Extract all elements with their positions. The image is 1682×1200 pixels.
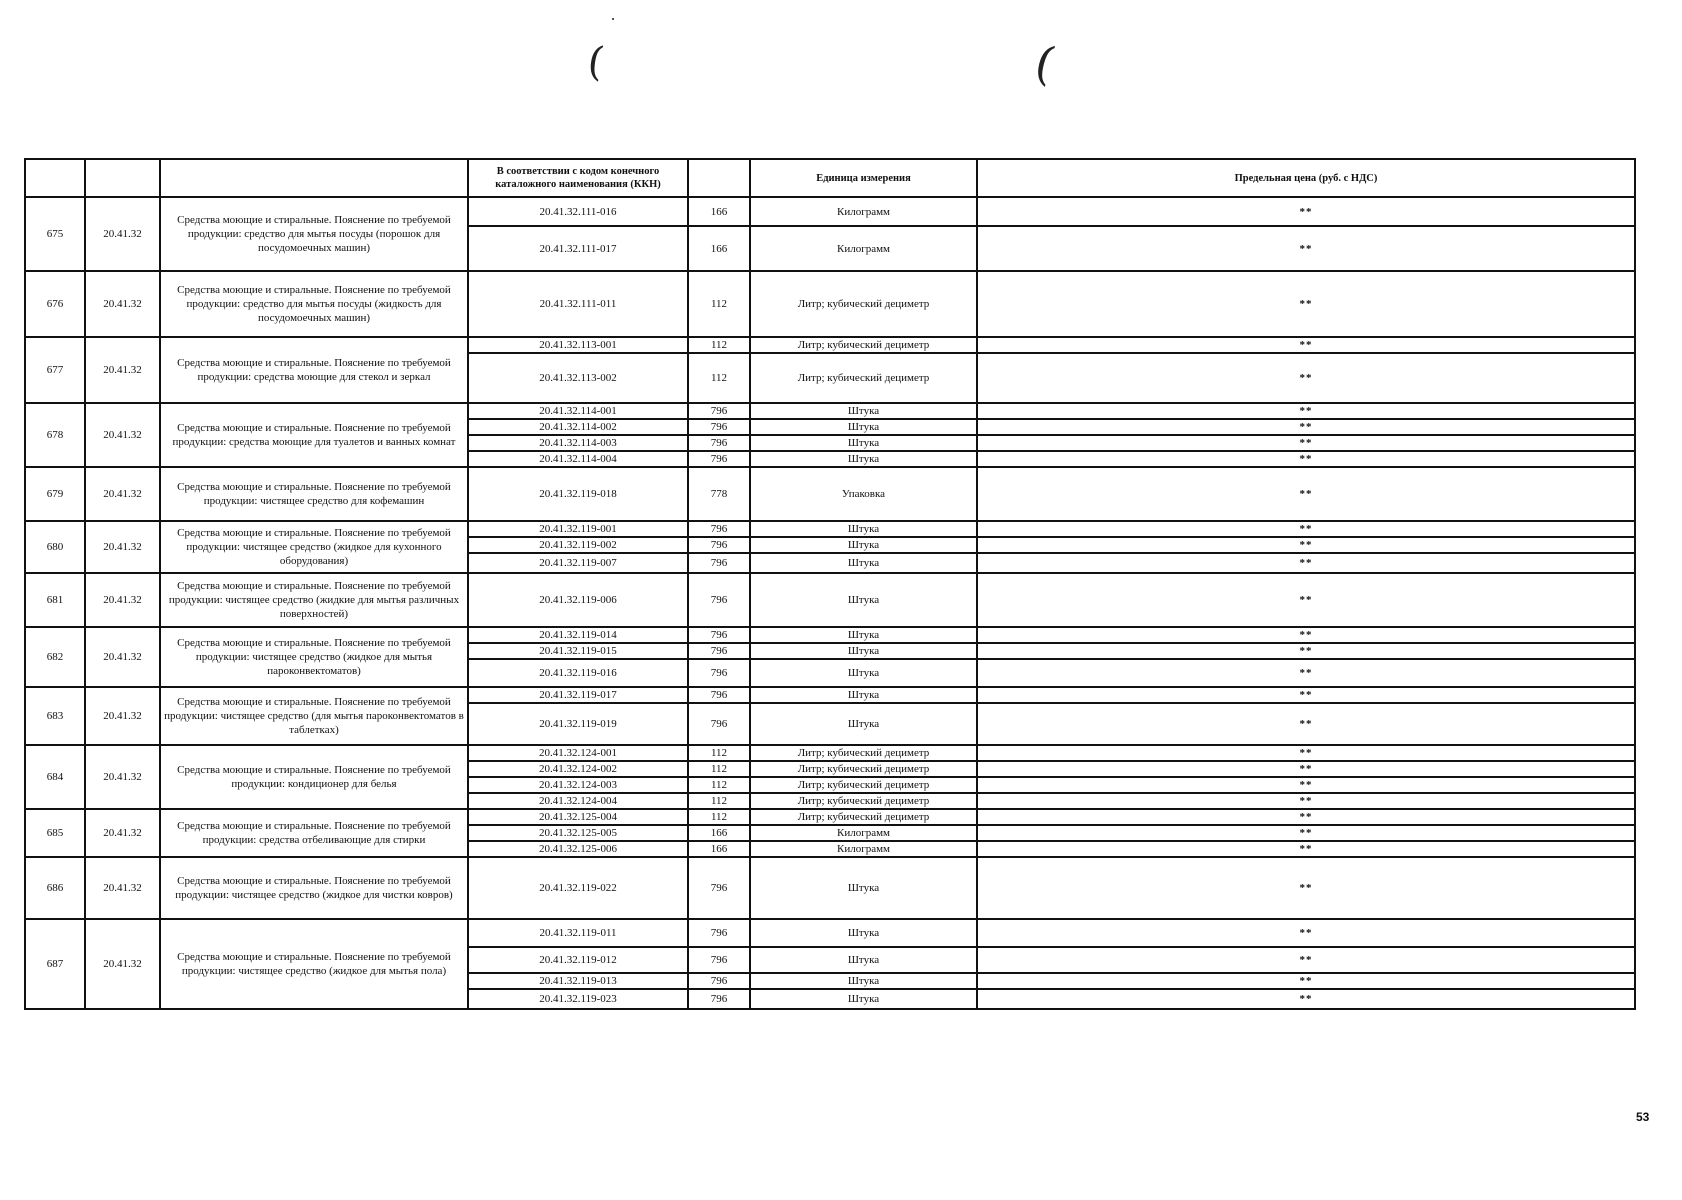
kkn-code: 20.41.32.114-004 <box>468 451 688 467</box>
max-price: ** <box>977 745 1635 761</box>
unit-name: Штука <box>750 687 977 703</box>
okpd-code: 20.41.32 <box>85 919 160 1009</box>
kkn-code: 20.41.32.125-005 <box>468 825 688 841</box>
okpd-code: 20.41.32 <box>85 627 160 687</box>
unit-name: Штука <box>750 659 977 687</box>
max-price: ** <box>977 841 1635 857</box>
product-description: Средства моющие и стиральные. Пояснение по требуемой продукции: чистящее средство (жидкие для мытья различных поверхностей) <box>160 573 468 627</box>
unit-name: Штука <box>750 435 977 451</box>
okei-code: 112 <box>688 271 750 337</box>
row-number: 676 <box>25 271 85 337</box>
row-number: 687 <box>25 919 85 1009</box>
header-okei <box>688 159 750 197</box>
header-kkn: В соответствии с кодом конечного каталожного наименования (ККН) <box>468 159 688 197</box>
okpd-code: 20.41.32 <box>85 573 160 627</box>
okei-code: 112 <box>688 745 750 761</box>
okei-code: 796 <box>688 553 750 573</box>
okei-code: 112 <box>688 353 750 403</box>
kkn-code: 20.41.32.124-004 <box>468 793 688 809</box>
max-price: ** <box>977 435 1635 451</box>
max-price: ** <box>977 226 1635 271</box>
row-number: 681 <box>25 573 85 627</box>
row-number: 679 <box>25 467 85 521</box>
page-number: 53 <box>1636 1110 1650 1124</box>
handwritten-mark-left: ( <box>584 38 607 86</box>
table-row <box>25 919 1635 947</box>
kkn-code: 20.41.32.114-002 <box>468 419 688 435</box>
okpd-code: 20.41.32 <box>85 809 160 857</box>
unit-name: Штука <box>750 419 977 435</box>
okpd-code: 20.41.32 <box>85 745 160 809</box>
unit-name: Литр; кубический дециметр <box>750 745 977 761</box>
max-price: ** <box>977 825 1635 841</box>
max-price: ** <box>977 451 1635 467</box>
row-number: 683 <box>25 687 85 745</box>
unit-name: Килограмм <box>750 197 977 226</box>
row-number: 680 <box>25 521 85 573</box>
kkn-code: 20.41.32.119-006 <box>468 573 688 627</box>
handwritten-mark-right: ( <box>1029 34 1061 92</box>
okei-code: 112 <box>688 777 750 793</box>
max-price: ** <box>977 419 1635 435</box>
unit-name: Штука <box>750 947 977 973</box>
kkn-code: 20.41.32.113-002 <box>468 353 688 403</box>
unit-name: Штука <box>750 521 977 537</box>
unit-name: Упаковка <box>750 467 977 521</box>
okpd-code: 20.41.32 <box>85 271 160 337</box>
okei-code: 796 <box>688 435 750 451</box>
kkn-code: 20.41.32.114-001 <box>468 403 688 419</box>
unit-name: Литр; кубический дециметр <box>750 809 977 825</box>
row-number: 675 <box>25 197 85 271</box>
okei-code: 778 <box>688 467 750 521</box>
max-price: ** <box>977 989 1635 1009</box>
product-description: Средства моющие и стиральные. Пояснение по требуемой продукции: средство для мытья посуды (порошок для посудомоечных машин) <box>160 197 468 271</box>
unit-name: Штука <box>750 973 977 989</box>
max-price: ** <box>977 197 1635 226</box>
okei-code: 796 <box>688 919 750 947</box>
max-price: ** <box>977 973 1635 989</box>
kkn-code: 20.41.32.124-003 <box>468 777 688 793</box>
table-row <box>25 467 1635 521</box>
product-description: Средства моющие и стиральные. Пояснение по требуемой продукции: чистящее средство (для мытья пароконвектоматов в таблетках) <box>160 687 468 745</box>
kkn-code: 20.41.32.119-016 <box>468 659 688 687</box>
max-price: ** <box>977 353 1635 403</box>
okei-code: 796 <box>688 451 750 467</box>
table-row <box>25 745 1635 761</box>
max-price: ** <box>977 521 1635 537</box>
unit-name: Штука <box>750 573 977 627</box>
max-price: ** <box>977 403 1635 419</box>
unit-name: Литр; кубический дециметр <box>750 761 977 777</box>
kkn-code: 20.41.32.111-016 <box>468 197 688 226</box>
unit-name: Штука <box>750 857 977 919</box>
kkn-code: 20.41.32.119-002 <box>468 537 688 553</box>
product-description: Средства моющие и стиральные. Пояснение по требуемой продукции: средства моющие для туалетов и ванных комнат <box>160 403 468 467</box>
price-table <box>24 158 1636 1010</box>
max-price: ** <box>977 809 1635 825</box>
kkn-code: 20.41.32.119-012 <box>468 947 688 973</box>
product-description: Средства моющие и стиральные. Пояснение по требуемой продукции: чистящее средство (жидкое для чистки ковров) <box>160 857 468 919</box>
unit-name: Литр; кубический дециметр <box>750 271 977 337</box>
max-price: ** <box>977 761 1635 777</box>
okpd-code: 20.41.32 <box>85 337 160 403</box>
unit-name: Литр; кубический дециметр <box>750 337 977 353</box>
unit-name: Штука <box>750 537 977 553</box>
max-price: ** <box>977 537 1635 553</box>
unit-name: Штука <box>750 643 977 659</box>
max-price: ** <box>977 857 1635 919</box>
kkn-code: 20.41.32.119-023 <box>468 989 688 1009</box>
okei-code: 112 <box>688 809 750 825</box>
okei-code: 166 <box>688 825 750 841</box>
max-price: ** <box>977 643 1635 659</box>
kkn-code: 20.41.32.125-006 <box>468 841 688 857</box>
header-number <box>25 159 85 197</box>
okei-code: 796 <box>688 703 750 745</box>
table-row <box>25 687 1635 703</box>
kkn-code: 20.41.32.119-022 <box>468 857 688 919</box>
max-price: ** <box>977 919 1635 947</box>
okei-code: 796 <box>688 419 750 435</box>
unit-name: Килограмм <box>750 841 977 857</box>
product-description: Средства моющие и стиральные. Пояснение по требуемой продукции: чистящее средство (жидкое для мытья пола) <box>160 919 468 1009</box>
okei-code: 796 <box>688 627 750 643</box>
header-description <box>160 159 468 197</box>
row-number: 684 <box>25 745 85 809</box>
okpd-code: 20.41.32 <box>85 857 160 919</box>
unit-name: Штука <box>750 627 977 643</box>
okei-code: 796 <box>688 403 750 419</box>
table-body <box>25 197 1635 1009</box>
product-description: Средства моющие и стиральные. Пояснение по требуемой продукции: кондиционер для белья <box>160 745 468 809</box>
okei-code: 166 <box>688 226 750 271</box>
okei-code: 796 <box>688 687 750 703</box>
kkn-code: 20.41.32.119-019 <box>468 703 688 745</box>
max-price: ** <box>977 659 1635 687</box>
unit-name: Штука <box>750 989 977 1009</box>
okei-code: 796 <box>688 537 750 553</box>
header-price: Предельная цена (руб. с НДС) <box>977 159 1635 197</box>
okei-code: 796 <box>688 521 750 537</box>
table-row <box>25 809 1635 825</box>
product-description: Средства моющие и стиральные. Пояснение по требуемой продукции: средства моющие для стекол и зеркал <box>160 337 468 403</box>
okei-code: 796 <box>688 973 750 989</box>
kkn-code: 20.41.32.111-011 <box>468 271 688 337</box>
max-price: ** <box>977 703 1635 745</box>
product-description: Средства моющие и стиральные. Пояснение по требуемой продукции: средство для мытья посуды (жидкость для посудомоечных машин) <box>160 271 468 337</box>
max-price: ** <box>977 337 1635 353</box>
kkn-code: 20.41.32.113-001 <box>468 337 688 353</box>
kkn-code: 20.41.32.119-014 <box>468 627 688 643</box>
okei-code: 796 <box>688 659 750 687</box>
max-price: ** <box>977 271 1635 337</box>
row-number: 686 <box>25 857 85 919</box>
unit-name: Литр; кубический дециметр <box>750 777 977 793</box>
kkn-code: 20.41.32.114-003 <box>468 435 688 451</box>
unit-name: Штука <box>750 553 977 573</box>
scan-speck <box>612 18 614 20</box>
table-row <box>25 573 1635 627</box>
kkn-code: 20.41.32.119-011 <box>468 919 688 947</box>
okpd-code: 20.41.32 <box>85 467 160 521</box>
product-description: Средства моющие и стиральные. Пояснение по требуемой продукции: средства отбеливающие для стирки <box>160 809 468 857</box>
row-number: 682 <box>25 627 85 687</box>
kkn-code: 20.41.32.124-001 <box>468 745 688 761</box>
table-header <box>25 159 1635 197</box>
unit-name: Килограмм <box>750 825 977 841</box>
okei-code: 796 <box>688 989 750 1009</box>
unit-name: Килограмм <box>750 226 977 271</box>
table-row <box>25 197 1635 226</box>
max-price: ** <box>977 573 1635 627</box>
unit-name: Штука <box>750 703 977 745</box>
max-price: ** <box>977 777 1635 793</box>
okpd-code: 20.41.32 <box>85 521 160 573</box>
table-row <box>25 271 1635 337</box>
product-description: Средства моющие и стиральные. Пояснение по требуемой продукции: чистящее средство (жидкое для мытья пароконвектоматов) <box>160 627 468 687</box>
row-number: 685 <box>25 809 85 857</box>
max-price: ** <box>977 553 1635 573</box>
table-row <box>25 403 1635 419</box>
okei-code: 166 <box>688 197 750 226</box>
okei-code: 112 <box>688 337 750 353</box>
okei-code: 796 <box>688 857 750 919</box>
okei-code: 796 <box>688 947 750 973</box>
table-row <box>25 627 1635 643</box>
okpd-code: 20.41.32 <box>85 197 160 271</box>
max-price: ** <box>977 793 1635 809</box>
max-price: ** <box>977 687 1635 703</box>
table-row <box>25 521 1635 537</box>
okpd-code: 20.41.32 <box>85 403 160 467</box>
kkn-code: 20.41.32.119-018 <box>468 467 688 521</box>
okei-code: 796 <box>688 643 750 659</box>
table-row <box>25 337 1635 353</box>
kkn-code: 20.41.32.119-007 <box>468 553 688 573</box>
kkn-code: 20.41.32.111-017 <box>468 226 688 271</box>
max-price: ** <box>977 947 1635 973</box>
max-price: ** <box>977 467 1635 521</box>
row-number: 678 <box>25 403 85 467</box>
header-unit: Единица измерения <box>750 159 977 197</box>
header-okpd-code <box>85 159 160 197</box>
okei-code: 796 <box>688 573 750 627</box>
unit-name: Литр; кубический дециметр <box>750 793 977 809</box>
table-row <box>25 857 1635 919</box>
unit-name: Штука <box>750 451 977 467</box>
kkn-code: 20.41.32.124-002 <box>468 761 688 777</box>
okei-code: 112 <box>688 793 750 809</box>
kkn-code: 20.41.32.119-017 <box>468 687 688 703</box>
unit-name: Штука <box>750 403 977 419</box>
unit-name: Штука <box>750 919 977 947</box>
max-price: ** <box>977 627 1635 643</box>
okei-code: 166 <box>688 841 750 857</box>
unit-name: Литр; кубический дециметр <box>750 353 977 403</box>
kkn-code: 20.41.32.119-013 <box>468 973 688 989</box>
product-description: Средства моющие и стиральные. Пояснение по требуемой продукции: чистящее средство для кофемашин <box>160 467 468 521</box>
kkn-code: 20.41.32.125-004 <box>468 809 688 825</box>
kkn-code: 20.41.32.119-001 <box>468 521 688 537</box>
okpd-code: 20.41.32 <box>85 687 160 745</box>
row-number: 677 <box>25 337 85 403</box>
okei-code: 112 <box>688 761 750 777</box>
product-description: Средства моющие и стиральные. Пояснение по требуемой продукции: чистящее средство (жидкое для кухонного оборудования) <box>160 521 468 573</box>
kkn-code: 20.41.32.119-015 <box>468 643 688 659</box>
